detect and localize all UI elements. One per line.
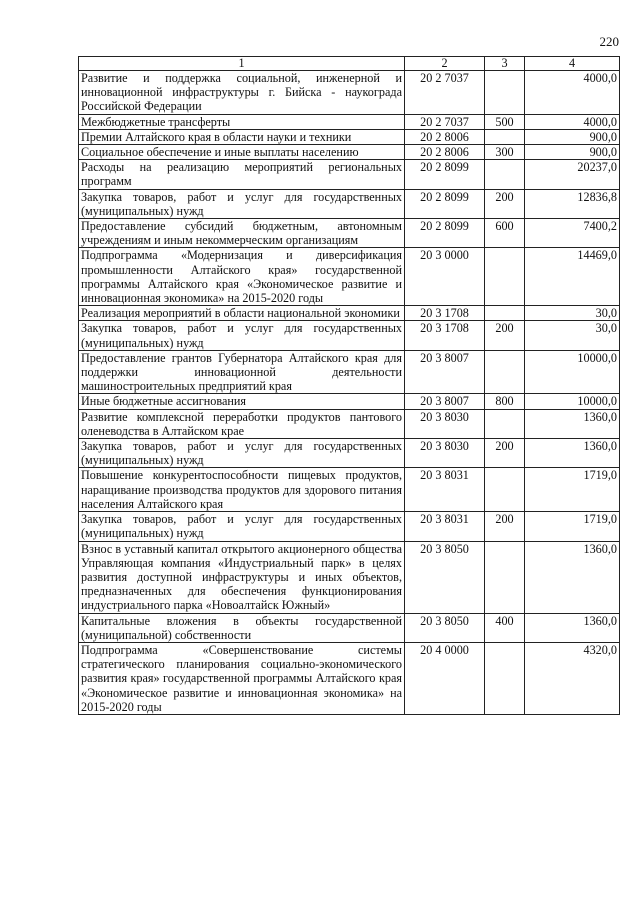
row-name: Межбюджетные трансферты bbox=[79, 114, 405, 129]
row-amount: 1719,0 bbox=[525, 512, 620, 541]
row-expense-type bbox=[485, 71, 525, 115]
row-name: Предоставление субсидий бюджетным, автономным учреждениям и иным некоммерческим организациям bbox=[79, 219, 405, 248]
row-name: Расходы на реализацию мероприятий региональных программ bbox=[79, 160, 405, 189]
row-code: 20 3 8031 bbox=[405, 512, 485, 541]
row-expense-type: 800 bbox=[485, 394, 525, 409]
row-expense-type bbox=[485, 642, 525, 714]
table-body bbox=[79, 71, 620, 715]
row-amount: 14469,0 bbox=[525, 248, 620, 306]
row-code: 20 2 8006 bbox=[405, 145, 485, 160]
row-expense-type bbox=[485, 350, 525, 394]
row-code: 20 2 8099 bbox=[405, 219, 485, 248]
table-row bbox=[79, 512, 620, 541]
row-expense-type: 200 bbox=[485, 189, 525, 218]
table-row bbox=[79, 219, 620, 248]
table-row bbox=[79, 248, 620, 306]
row-expense-type bbox=[485, 129, 525, 144]
row-amount: 1360,0 bbox=[525, 613, 620, 642]
row-amount: 7400,2 bbox=[525, 219, 620, 248]
row-amount: 4320,0 bbox=[525, 642, 620, 714]
table-row bbox=[79, 321, 620, 350]
row-expense-type: 400 bbox=[485, 613, 525, 642]
row-amount: 4000,0 bbox=[525, 71, 620, 115]
row-name: Развитие и поддержка социальной, инженерной и инновационной инфраструктуры г. Бийска - наукограда Российской Федерации bbox=[79, 71, 405, 115]
row-amount: 1719,0 bbox=[525, 468, 620, 512]
row-expense-type bbox=[485, 409, 525, 438]
row-amount: 20237,0 bbox=[525, 160, 620, 189]
table-row bbox=[79, 160, 620, 189]
table-row bbox=[79, 129, 620, 144]
budget-table bbox=[78, 56, 620, 715]
row-name: Развитие комплексной переработки продуктов пантового оленеводства в Алтайском крае bbox=[79, 409, 405, 438]
row-amount: 900,0 bbox=[525, 145, 620, 160]
row-code: 20 3 8050 bbox=[405, 613, 485, 642]
row-name: Иные бюджетные ассигнования bbox=[79, 394, 405, 409]
row-code: 20 2 8099 bbox=[405, 160, 485, 189]
row-expense-type bbox=[485, 468, 525, 512]
row-amount: 900,0 bbox=[525, 129, 620, 144]
row-name: Подпрограмма «Совершенствование системы стратегического планирования социально-экономического развития края» государственной программы Алтайского края «Экономическое развитие и инновационная экономика» на 2015-2020 годы bbox=[79, 642, 405, 714]
row-name: Закупка товаров, работ и услуг для государственных (муниципальных) нужд bbox=[79, 189, 405, 218]
table-row bbox=[79, 394, 620, 409]
table-row bbox=[79, 613, 620, 642]
row-code: 20 3 1708 bbox=[405, 321, 485, 350]
row-expense-type: 200 bbox=[485, 512, 525, 541]
table-row bbox=[79, 71, 620, 115]
row-expense-type: 300 bbox=[485, 145, 525, 160]
row-expense-type: 500 bbox=[485, 114, 525, 129]
row-name: Взнос в уставный капитал открытого акционерного общества Управляющая компания «Индустриальный парк» в целях развития доступной инфраструктуры и иных объектов, предназначенных для обеспечения функционирования индустриального парка «Новоалтайск Южный» bbox=[79, 541, 405, 613]
row-amount: 10000,0 bbox=[525, 394, 620, 409]
row-expense-type: 600 bbox=[485, 219, 525, 248]
column-header-2: 2 bbox=[405, 57, 485, 71]
row-code: 20 2 8099 bbox=[405, 189, 485, 218]
row-name: Капитальные вложения в объекты государственной (муниципальной) собственности bbox=[79, 613, 405, 642]
page-number: 220 bbox=[599, 34, 619, 49]
row-name: Премии Алтайского края в области науки и техники bbox=[79, 129, 405, 144]
row-name: Предоставление грантов Губернатора Алтайского края для поддержки инновационной деятельности машиностроительных предприятий края bbox=[79, 350, 405, 394]
row-expense-type bbox=[485, 306, 525, 321]
row-amount: 10000,0 bbox=[525, 350, 620, 394]
row-code: 20 3 8050 bbox=[405, 541, 485, 613]
row-code: 20 3 8030 bbox=[405, 409, 485, 438]
table-row bbox=[79, 439, 620, 468]
row-amount: 30,0 bbox=[525, 306, 620, 321]
row-amount: 4000,0 bbox=[525, 114, 620, 129]
row-code: 20 3 8031 bbox=[405, 468, 485, 512]
table-row bbox=[79, 350, 620, 394]
row-expense-type bbox=[485, 248, 525, 306]
table-row bbox=[79, 642, 620, 714]
table-row bbox=[79, 306, 620, 321]
row-code: 20 2 8006 bbox=[405, 129, 485, 144]
row-name: Закупка товаров, работ и услуг для государственных (муниципальных) нужд bbox=[79, 512, 405, 541]
row-code: 20 3 8007 bbox=[405, 394, 485, 409]
row-code: 20 3 0000 bbox=[405, 248, 485, 306]
row-code: 20 3 1708 bbox=[405, 306, 485, 321]
row-code: 20 3 8007 bbox=[405, 350, 485, 394]
column-header-1: 1 bbox=[79, 57, 405, 71]
table-row bbox=[79, 468, 620, 512]
column-header-3: 3 bbox=[485, 57, 525, 71]
row-expense-type bbox=[485, 541, 525, 613]
row-amount: 1360,0 bbox=[525, 409, 620, 438]
row-amount: 12836,8 bbox=[525, 189, 620, 218]
row-name: Подпрограмма «Модернизация и диверсификация промышленности Алтайского края» государственной программы Алтайского края «Экономическое развитие и инновационная экономика» на 2015-2020 годы bbox=[79, 248, 405, 306]
row-expense-type: 200 bbox=[485, 439, 525, 468]
row-amount: 1360,0 bbox=[525, 541, 620, 613]
row-code: 20 2 7037 bbox=[405, 114, 485, 129]
table-row bbox=[79, 145, 620, 160]
column-header-4: 4 bbox=[525, 57, 620, 71]
table-header-row bbox=[79, 57, 620, 71]
row-amount: 30,0 bbox=[525, 321, 620, 350]
row-name: Закупка товаров, работ и услуг для государственных (муниципальных) нужд bbox=[79, 439, 405, 468]
row-code: 20 4 0000 bbox=[405, 642, 485, 714]
row-expense-type: 200 bbox=[485, 321, 525, 350]
table-row bbox=[79, 189, 620, 218]
table-row bbox=[79, 114, 620, 129]
row-amount: 1360,0 bbox=[525, 439, 620, 468]
row-expense-type bbox=[485, 160, 525, 189]
row-name: Повышение конкурентоспособности пищевых продуктов, наращивание производства продуктов для здорового питания населения Алтайского края bbox=[79, 468, 405, 512]
row-code: 20 3 8030 bbox=[405, 439, 485, 468]
row-code: 20 2 7037 bbox=[405, 71, 485, 115]
row-name: Закупка товаров, работ и услуг для государственных (муниципальных) нужд bbox=[79, 321, 405, 350]
row-name: Социальное обеспечение и иные выплаты населению bbox=[79, 145, 405, 160]
row-name: Реализация мероприятий в области национальной экономики bbox=[79, 306, 405, 321]
table-row bbox=[79, 409, 620, 438]
table-row bbox=[79, 541, 620, 613]
